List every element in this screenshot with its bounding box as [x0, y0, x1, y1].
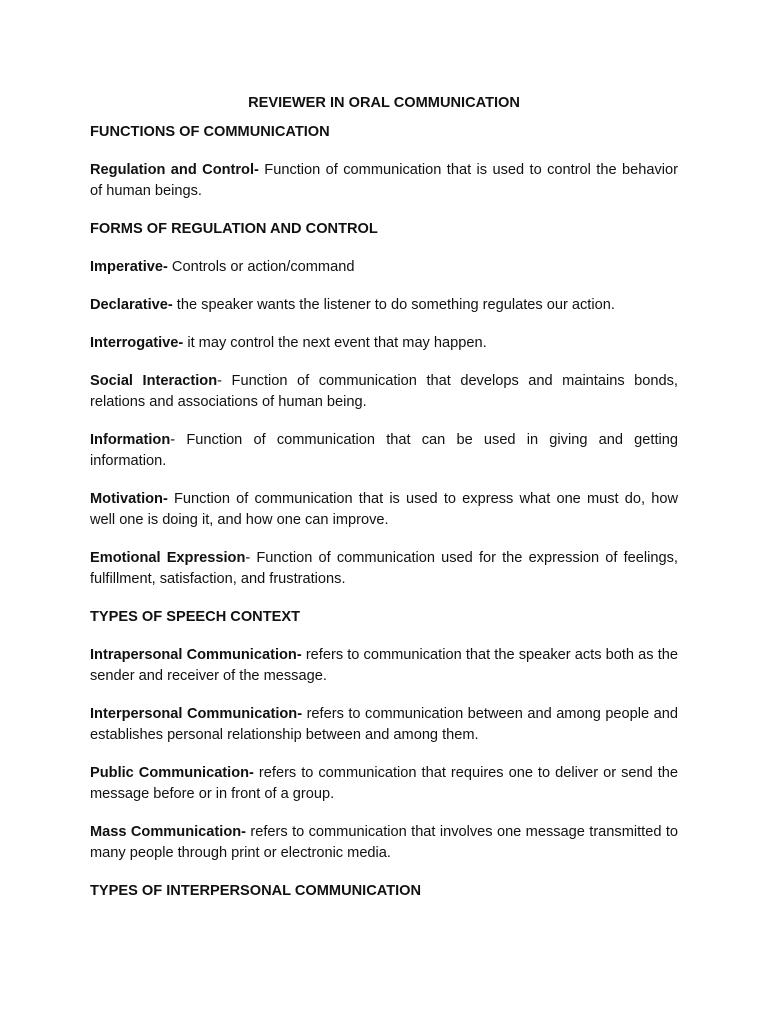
entry-mass — [90, 822, 678, 864]
entry-text: Controls or action/command — [167, 259, 355, 275]
entry-term: Emotional Expression — [90, 550, 246, 566]
entry-text: - Function of communication that develops and maintains bonds, relations and associations of human being. — [90, 373, 678, 410]
entry-term: Interpersonal Communication- — [90, 706, 303, 722]
entry-text: refers to communication that requires one to deliver or send the message before or in front of a group. — [90, 765, 678, 802]
entry-intrapersonal — [90, 645, 678, 687]
entry-text: - Function of communication that can be used in giving and getting information. — [90, 432, 678, 469]
entry-information — [90, 430, 678, 472]
entry-term: Interrogative- — [90, 335, 184, 351]
entry-emotional-expression — [90, 548, 678, 590]
section-heading-interpersonal-types: TYPES OF INTERPERSONAL COMMUNICATION — [90, 883, 422, 899]
section-heading-forms: FORMS OF REGULATION AND CONTROL — [90, 221, 378, 237]
entry-term: Information — [90, 432, 171, 448]
entry-term: Public Communication- — [90, 765, 254, 781]
entry-text: refers to communication that the speaker acts both as the sender and receiver of the message. — [90, 647, 678, 684]
entry-imperative — [90, 257, 678, 278]
entry-text: the speaker wants the listener to do something regulates our action. — [172, 297, 615, 313]
entry-term: Social Interaction — [90, 373, 218, 389]
entry-social-interaction — [90, 371, 678, 413]
entry-term: Declarative- — [90, 297, 173, 313]
entry-text: refers to communication between and among people and establishes personal relationship between and among them. — [90, 706, 678, 743]
entry-term: Intrapersonal Communication- — [90, 647, 302, 663]
entry-declarative — [90, 295, 678, 316]
entry-text: refers to communication that involves one message transmitted to many people through print or electronic media. — [90, 824, 678, 861]
entry-text: Function of communication that is used to control the behavior of human beings. — [90, 162, 678, 199]
entry-term: Mass Communication- — [90, 824, 247, 840]
entry-term: Motivation- — [90, 491, 168, 507]
page-title: REVIEWER IN ORAL COMMUNICATION — [248, 95, 520, 111]
section-heading-functions: FUNCTIONS OF COMMUNICATION — [90, 124, 330, 140]
entry-text: it may control the next event that may happen. — [183, 335, 487, 351]
section-heading-speech-context: TYPES OF SPEECH CONTEXT — [90, 609, 301, 625]
entry-interpersonal — [90, 704, 678, 746]
entry-public — [90, 763, 678, 805]
entry-interrogative — [90, 333, 678, 354]
entry-motivation — [90, 489, 678, 531]
entry-text: Function of communication that is used to express what one must do, how well one is doing it, and how one can improve. — [90, 491, 678, 528]
document-body — [90, 93, 678, 919]
entry-term: Imperative- — [90, 259, 168, 275]
entry-regulation-and-control — [90, 160, 678, 202]
entry-term: Regulation and Control- — [90, 162, 259, 178]
entry-text: - Function of communication used for the expression of feelings, fulfillment, satisfaction, and frustrations. — [90, 550, 678, 587]
